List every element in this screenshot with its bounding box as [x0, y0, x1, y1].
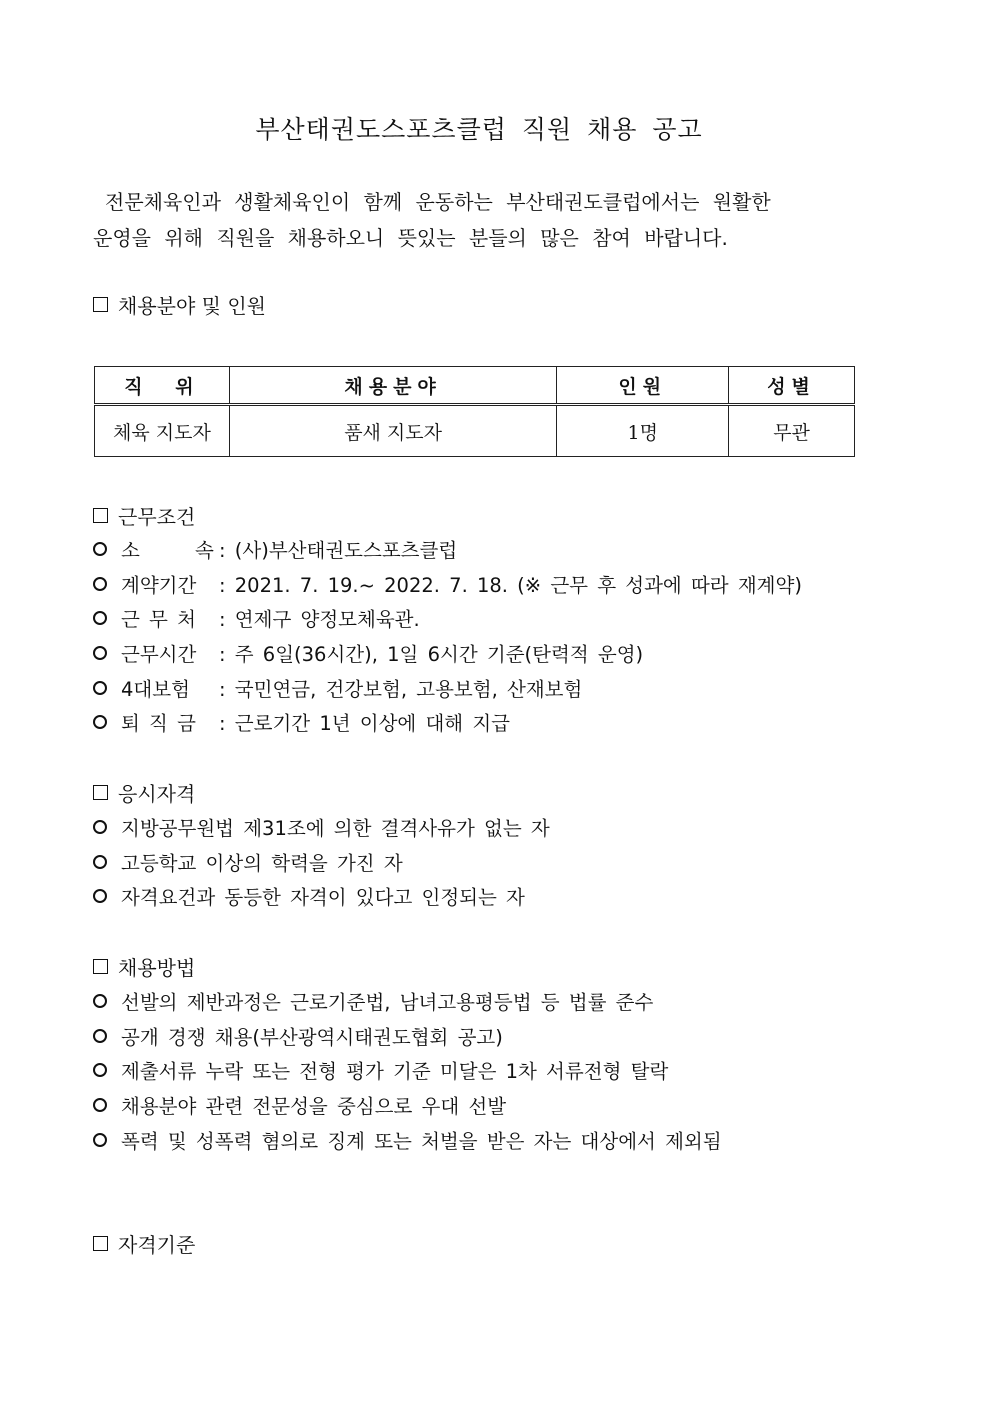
list-item — [93, 879, 550, 914]
table-cell-field: 품새 지도자 — [229, 405, 557, 457]
list-item-text: 지방공무원법 제31조에 의한 결격사유가 없는 자 — [121, 817, 550, 841]
list-item — [93, 567, 802, 602]
circle-bullet-icon — [93, 542, 107, 556]
page-title: 부산태권도스포츠클럽 직원 채용 공고 — [255, 115, 703, 144]
circle-bullet-icon — [93, 1029, 107, 1043]
intro-line-2: 운영을 위해 직원을 채용하오니 뜻있는 분들의 많은 참여 바랍니다. — [93, 226, 728, 250]
section-title: 채용방법 — [118, 955, 196, 980]
section-heading-recruit-field — [93, 289, 266, 319]
circle-bullet-icon — [93, 820, 107, 834]
table-header-gender: 성별 — [729, 367, 855, 405]
condition-label: 근 무 처 — [121, 608, 196, 632]
list-item — [93, 601, 802, 636]
condition-value: : (사)부산태권도스포츠클럽 — [219, 539, 458, 563]
condition-label: 소 속 — [121, 539, 214, 563]
checkbox-square-icon — [93, 297, 108, 312]
intro-paragraph — [93, 184, 858, 256]
list-item — [93, 636, 802, 671]
checkbox-square-icon — [93, 785, 108, 800]
condition-value: : 2021. 7. 19.~ 2022. 7. 18. (※ 근무 후 성과에 따라 재계약) — [219, 573, 802, 597]
table-row — [95, 405, 855, 457]
list-item — [93, 1088, 722, 1123]
table-header-field: 채용분야 — [229, 367, 557, 405]
method-list — [93, 984, 722, 1157]
condition-value: : 연제구 양정모체육관. — [219, 608, 420, 632]
list-item-text: 고등학교 이상의 학력을 가진 자 — [121, 851, 403, 875]
circle-bullet-icon — [93, 1063, 107, 1077]
circle-bullet-icon — [93, 715, 107, 729]
table-cell-count: 1명 — [557, 405, 729, 457]
checkbox-square-icon — [93, 959, 108, 974]
section-title: 채용분야 및 인원 — [118, 293, 266, 318]
section-title: 근무조건 — [118, 504, 196, 529]
list-item-text: 공개 경쟁 채용(부산광역시태권도협회 공고) — [121, 1025, 503, 1049]
recruit-table — [94, 366, 855, 457]
conditions-list — [93, 532, 802, 740]
circle-bullet-icon — [93, 611, 107, 625]
list-item — [93, 984, 722, 1019]
checkbox-square-icon — [93, 1236, 108, 1251]
section-title: 자격기준 — [118, 1232, 196, 1257]
table-header-row — [95, 367, 855, 405]
table-header-count: 인원 — [557, 367, 729, 405]
list-item — [93, 1019, 722, 1054]
section-heading-criteria — [93, 1228, 195, 1258]
list-item — [93, 810, 550, 845]
circle-bullet-icon — [93, 1098, 107, 1112]
list-item-text: 채용분야 관련 전문성을 중심으로 우대 선발 — [121, 1095, 507, 1119]
condition-label: 퇴 직 금 — [121, 712, 196, 736]
intro-line-1: 전문체육인과 생활체육인이 함께 운동하는 부산태권도클럽에서는 원활한 — [105, 190, 771, 214]
circle-bullet-icon — [93, 646, 107, 660]
list-item-text: 제출서류 누락 또는 전형 평가 기준 미달은 1차 서류전형 탈락 — [121, 1060, 669, 1084]
condition-value: : 주 6일(36시간), 1일 6시간 기준(탄력적 운영) — [219, 643, 644, 667]
circle-bullet-icon — [93, 577, 107, 591]
list-item — [93, 705, 802, 740]
qualifications-list — [93, 810, 550, 914]
section-heading-method — [93, 951, 195, 981]
list-item — [93, 1122, 722, 1157]
circle-bullet-icon — [93, 889, 107, 903]
circle-bullet-icon — [93, 681, 107, 695]
circle-bullet-icon — [93, 1133, 107, 1147]
condition-value: : 근로기간 1년 이상에 대해 지급 — [219, 712, 511, 736]
section-title: 응시자격 — [118, 781, 196, 806]
circle-bullet-icon — [93, 855, 107, 869]
table-cell-position: 체육 지도자 — [95, 405, 230, 457]
table-header-position: 직 위 — [95, 367, 230, 405]
condition-label: 근무시간 — [121, 643, 197, 667]
list-item — [93, 670, 802, 705]
list-item-text: 자격요건과 동등한 자격이 있다고 인정되는 자 — [121, 886, 525, 910]
table-cell-gender: 무관 — [729, 405, 855, 457]
list-item — [93, 845, 550, 880]
section-heading-qualifications — [93, 777, 195, 807]
list-item-text: 폭력 및 성폭력 혐의로 징계 또는 처벌을 받은 자는 대상에서 제외됨 — [121, 1129, 722, 1153]
list-item — [93, 532, 802, 567]
list-item-text: 선발의 제반과정은 근로기준법, 남녀고용평등법 등 법률 준수 — [121, 991, 654, 1015]
checkbox-square-icon — [93, 508, 108, 523]
condition-value: : 국민연금, 건강보험, 고용보험, 산재보험 — [219, 677, 583, 701]
condition-label: 계약기간 — [121, 573, 197, 597]
condition-label: 4대보험 — [121, 677, 190, 701]
section-heading-conditions — [93, 500, 195, 530]
circle-bullet-icon — [93, 994, 107, 1008]
list-item — [93, 1053, 722, 1088]
